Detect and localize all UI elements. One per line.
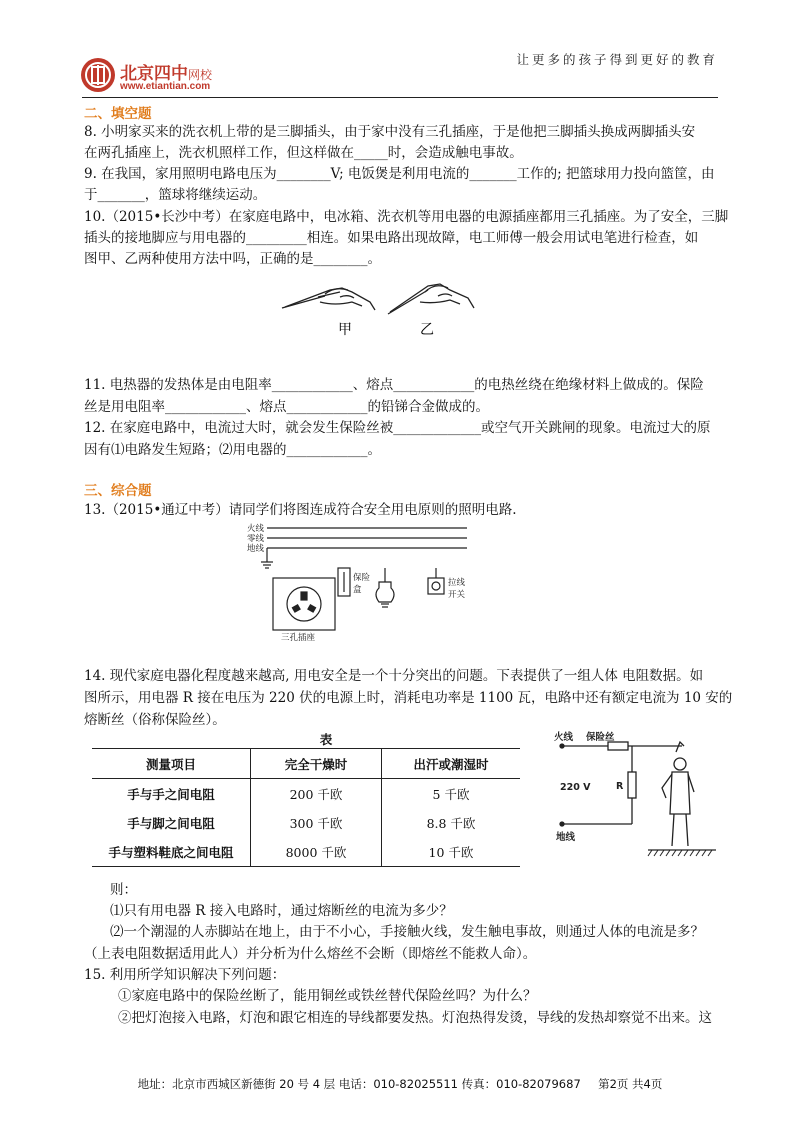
q10-line-1: 10.（2015•长沙中考）在家庭电路中，电冰箱、洗衣机等用电器的电源插座都用三孔插座。为了安全，三脚 — [84, 209, 729, 225]
q11-line-1: 11. 电热器的发热体是由电阻率____________、熔点____________的电热丝绕在绝缘材料上做成的。保险 — [84, 377, 704, 393]
table-cell: 8.8 千欧 — [426, 815, 476, 831]
q10-line-3: 图甲、乙两种使用方法中吗，正确的是________。 — [84, 251, 381, 267]
col-header-wet: 出汗或潮湿时 — [413, 756, 489, 772]
footer-page-number: 第2页 共4页 — [598, 1077, 663, 1091]
q8-line-1: 8. 小明家买来的洗衣机上带的是三脚插头，由于家中没有三孔插座，于是他把三脚插头换成两脚插头安 — [84, 124, 696, 140]
q14-sub-2-cont: （上表电阻数据适用此人）并分析为什么熔丝不会断（即熔丝不能救人命）。 — [84, 946, 537, 962]
table-cell: 10 千欧 — [428, 844, 474, 860]
section-title-comprehensive: 三、综合题 — [84, 483, 152, 499]
fig14-label-voltage: 220 V — [560, 782, 591, 793]
logo-url: www.etiantian.com — [120, 81, 211, 92]
table-title: 表 — [319, 732, 333, 747]
table-row — [92, 837, 520, 867]
q12-line-1: 12. 在家庭电路中，电流过大时，就会发生保险丝被_____________或空气开关跳闸的现象。电流过大的原 — [84, 420, 711, 436]
fig14-label-live: 火线 — [554, 732, 574, 743]
table-header-row — [92, 749, 520, 779]
wiring-diagram — [245, 520, 475, 642]
q13-text: 13.（2015•通辽中考）请同学们将图连成符合安全用电原则的照明电路. — [84, 502, 517, 518]
test-pen-figure — [280, 272, 480, 350]
label-fuse-box-2: 盒 — [353, 585, 362, 595]
fig10-label-yi: 乙 — [420, 322, 434, 338]
logo-suffix: 网校 — [188, 68, 213, 82]
table-row — [92, 808, 520, 837]
col-header-dry: 完全干燥时 — [251, 749, 382, 779]
fig14-label-fuse: 保险丝 — [586, 732, 615, 743]
q15-sub-2: ②把灯泡接入电路，灯泡和跟它相连的导线都要发热。灯泡热得发烫，导线的发热却察觉不出来。这 — [118, 1010, 712, 1026]
logo-emblem-icon — [80, 57, 116, 93]
logo — [80, 57, 255, 97]
table-cell: 8000 千欧 — [251, 837, 382, 867]
header-slogan: 让更多的孩子得到更好的教育 — [516, 52, 718, 67]
q8-line-2: 在两孔插座上，洗衣机照样工作，但这样做在_____时，会造成触电事故。 — [84, 145, 523, 161]
table-cell: 200 千欧 — [251, 779, 382, 809]
q14-line-2: 图所示，用电器 R 接在电压为 220 伏的电源上时，消耗电功率是 1100 瓦，电路中还有额定电流为 10 安的 — [84, 690, 733, 706]
q9-line-2: 于_______，篮球将继续运动。 — [84, 187, 267, 203]
table-cell: 300 千欧 — [251, 808, 382, 837]
header-divider — [82, 97, 718, 98]
label-neutral-wire: 零线 — [247, 534, 265, 544]
table-cell: 手与手之间电阻 — [92, 779, 251, 809]
fig14-label-ground: 地线 — [556, 832, 576, 843]
label-fuse-box-1: 保险 — [353, 573, 371, 583]
q9-line-1: 9. 在我国，家用照明电路电压为________V; 电饭煲是利用电流的_______工作的; 把篮球用力投向篮筐，由 — [84, 166, 715, 182]
q10-line-2: 插头的接地脚应与用电器的_________相连。如果电路出现故障，电工师傅一般会用试电笔进行检查，如 — [84, 230, 699, 246]
electric-shock-figure — [548, 728, 718, 864]
q11-line-2: 丝是用电阻率____________、熔点____________的铅锑合金做成的。 — [84, 399, 489, 415]
label-live-wire: 火线 — [247, 524, 265, 534]
page-footer — [0, 1076, 800, 1092]
q14-sub-1: ⑴只有用电器 R 接入电路时，通过熔断丝的电流为多少？ — [110, 903, 453, 919]
footer-address: 地址：北京市西城区新德街 20 号 4 层 电话：010-82025511 传真：010-82079687 — [137, 1077, 581, 1091]
table-cell: 手与塑料鞋底之间电阻 — [92, 837, 251, 867]
label-socket: 三孔插座 — [281, 633, 316, 642]
q14-line-1: 14. 现代家庭电器化程度越来越高, 用电安全是一个十分突出的问题。下表提供了一组人体 电阻数据。如 — [84, 668, 704, 684]
label-switch-2: 开关 — [448, 590, 466, 600]
table-cell: 5 千欧 — [432, 786, 470, 802]
q15-line-1: 15. 利用所学知识解决下列问题： — [84, 967, 286, 983]
q14-line-3: 熔断丝（俗称保险丝）。 — [84, 712, 226, 728]
table-cell: 手与脚之间电阻 — [92, 808, 251, 837]
q14-then: 则： — [110, 882, 137, 898]
resistance-table-block — [92, 730, 520, 867]
q14-sub-2: ⑵一个潮湿的人赤脚站在地上，由于不小心，手接触火线，发生触电事故，则通过人体的电流是多？ — [110, 924, 704, 940]
col-header-item: 测量项目 — [92, 749, 251, 779]
resistance-table — [92, 748, 520, 867]
fig10-label-jia: 甲 — [338, 322, 352, 338]
fig14-label-resistor: R — [616, 781, 624, 792]
logo-name: 北京四中 — [120, 64, 188, 84]
section-title-fill-in: 二、填空题 — [84, 106, 152, 122]
label-ground-wire: 地线 — [247, 544, 265, 554]
q15-sub-1: ①家庭电路中的保险丝断了，能用铜丝或铁丝替代保险丝吗？为什么？ — [118, 988, 537, 1004]
table-row — [92, 779, 520, 809]
q12-line-2: 因有⑴电路发生短路；⑵用电器的____________。 — [84, 442, 381, 458]
label-switch-1: 拉线 — [448, 578, 466, 588]
